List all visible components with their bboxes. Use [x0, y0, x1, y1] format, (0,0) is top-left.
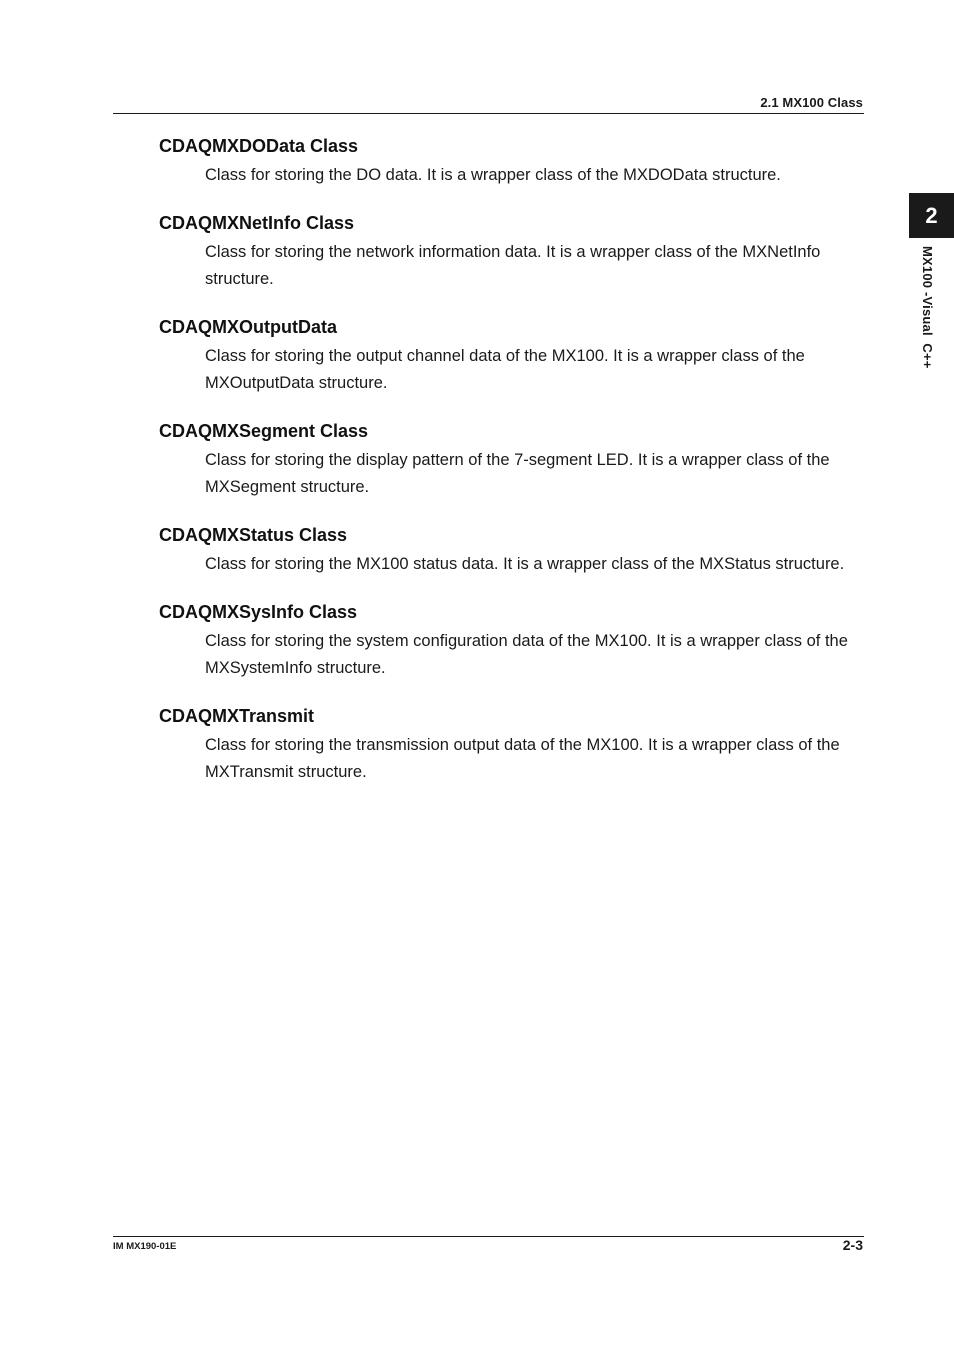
section-body: Class for storing the network information data. It is a wrapper class of the MXNetInfo structure.	[205, 243, 821, 288]
section-cdaqmxoutputdata	[159, 315, 865, 397]
section-cdaqmxsegment	[159, 419, 865, 501]
section-cdaqmxsysinfo	[159, 600, 865, 682]
section-title: CDAQMXOutputData	[159, 317, 337, 337]
section-cdaqmxtransmit	[159, 704, 865, 786]
section-cdaqmxnetinfo	[159, 211, 865, 293]
section-body: Class for storing the DO data. It is a wrapper class of the MXDOData structure.	[205, 166, 781, 184]
page-number: 2-3	[842, 1237, 863, 1253]
section-title: CDAQMXNetInfo Class	[159, 213, 355, 233]
section-cdaqmxdodata	[159, 134, 865, 189]
section-title: CDAQMXTransmit	[159, 706, 315, 726]
chapter-tab: 2	[909, 193, 954, 238]
section-body: Class for storing the system configuration data of the MX100. It is a wrapper class of the MXSystemInfo structure.	[205, 632, 848, 677]
header-rule	[113, 113, 864, 114]
chapter-side-label: MX100 -Visual C++	[920, 246, 935, 369]
section-body: Class for storing the display pattern of the 7-segment LED. It is a wrapper class of the MXSegment structure.	[205, 451, 830, 496]
section-title: CDAQMXDOData Class	[159, 136, 359, 156]
footer-rule	[113, 1236, 864, 1237]
section-title: CDAQMXSysInfo Class	[159, 602, 358, 622]
section-body: Class for storing the output channel data of the MX100. It is a wrapper class of the MXOutputData structure.	[205, 347, 805, 392]
section-title: CDAQMXSegment Class	[159, 421, 369, 441]
section-cdaqmxstatus	[159, 523, 865, 578]
page-content	[159, 134, 865, 808]
running-header: 2.1 MX100 Class	[760, 95, 863, 110]
section-title: CDAQMXStatus Class	[159, 525, 348, 545]
section-body: Class for storing the transmission output data of the MX100. It is a wrapper class of the MXTransmit structure.	[205, 736, 840, 781]
section-body: Class for storing the MX100 status data. It is a wrapper class of the MXStatus structure.	[205, 555, 845, 573]
manual-id: IM MX190-01E	[113, 1241, 177, 1252]
